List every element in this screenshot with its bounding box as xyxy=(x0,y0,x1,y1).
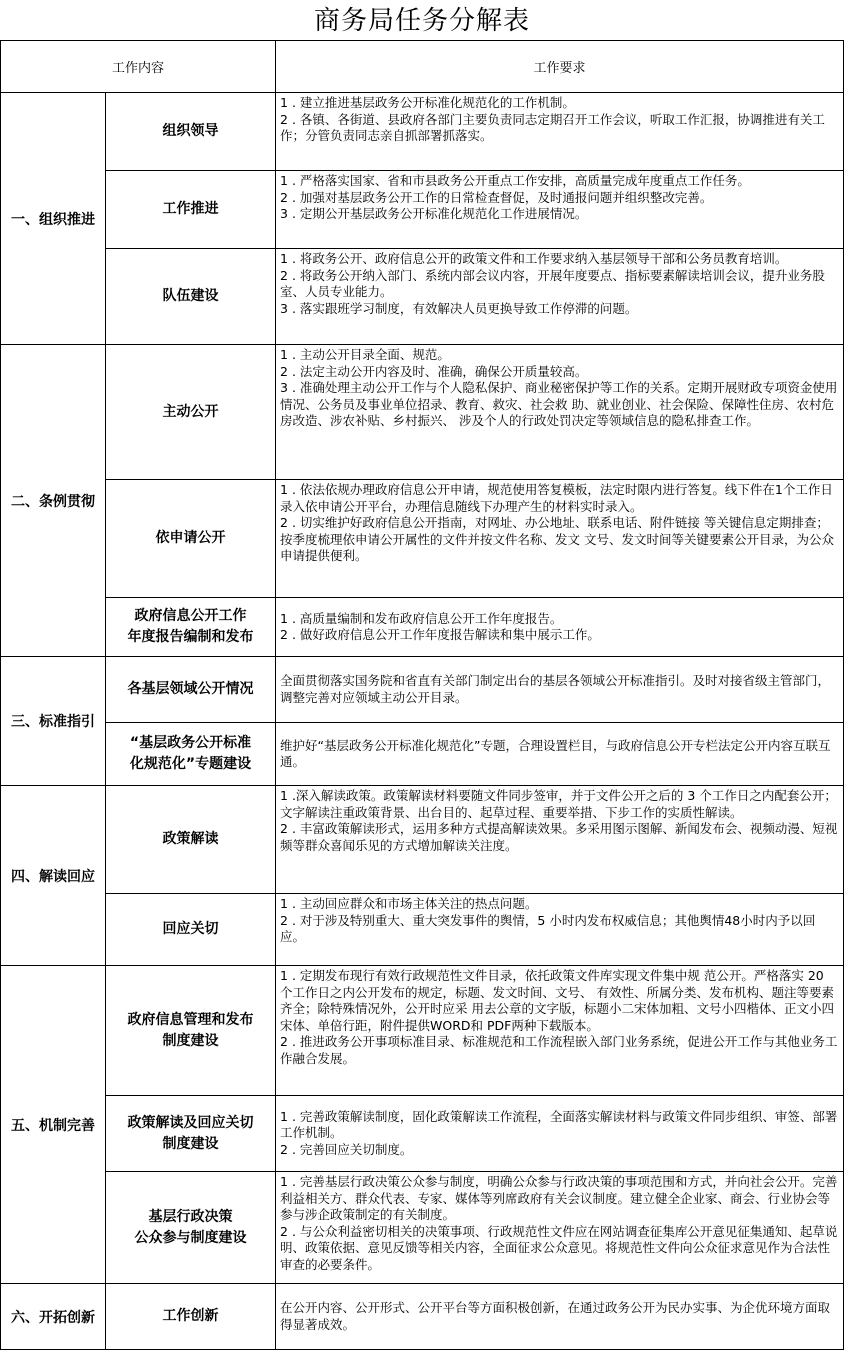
requirement-cell: 1 . 完善基层行政决策公众参与制度，明确公众参与行政决策的事项范围和方式，并向社会公开。完善利益相关方、群众代表、专家、媒体等列席政府有关会议制度。建立健全企业家、商会、行业协会等参与涉企政策制定的有关制度。 2 . 与公众利益密切相关的决策事项、行政规范性文件应在网站调查征集库公开意见征集通知、起草说明、政策依据、意见反馈等相关内容，全面征求公众意见。将规范性文件向公众征求意见作为合法性审查的必要条件。 xyxy=(276,1172,844,1284)
requirement-cell: 1 . 建立推进基层政务公开标准化规范化的工作机制。 2 . 各镇、各街道、县政府各部门主要负责同志定期召开工作会议，听取工作汇报，协调推进有关工作；分管负责同志亲自抓部署抓落实。 xyxy=(276,93,844,171)
task-table xyxy=(0,40,844,1350)
subcategory-cell: “基层政务公开标准 化规范化”专题建设 xyxy=(106,723,276,786)
requirement-cell: 1 . 主动公开目录全面、规范。 2 . 法定主动公开内容及时、准确，确保公开质量较高。 3 . 准确处理主动公开工作与个人隐私保护、商业秘密保护等工作的关系。定期开展财政专项资金使用情况、公务员及事业单位招录、教育、救灾、社会救 助、就业创业、社会保险、保障性住房、农村危房改造、涉农补贴、乡村振兴、 涉及个人的行政处罚决定等领域信息的隐私排查工作。 xyxy=(276,345,844,480)
subcategory-cell: 依申请公开 xyxy=(106,480,276,598)
header-content: 工作内容 xyxy=(1,41,276,93)
category-cell: 三、标准指引 xyxy=(1,657,106,786)
category-cell: 六、开拓创新 xyxy=(1,1284,106,1350)
subcategory-cell: 工作推进 xyxy=(106,171,276,249)
requirement-cell: 1 . 高质量编制和发布政府信息公开工作年度报告。 2 . 做好政府信息公开工作年度报告解读和集中展示工作。 xyxy=(276,598,844,657)
requirement-cell: 全面贯彻落实国务院和省直有关部门制定出台的基层各领域公开标准指引。及时对接省级主管部门，调整完善对应领域主动公开目录。 xyxy=(276,657,844,723)
category-cell: 五、机制完善 xyxy=(1,966,106,1284)
subcategory-cell: 政策解读 xyxy=(106,786,276,894)
requirement-cell: 维护好“基层政务公开标准化规范化”专题，合理设置栏目，与政府信息公开专栏法定公开内容互联互通。 xyxy=(276,723,844,786)
requirement-cell: 1 . 主动回应群众和市场主体关注的热点问题。 2 . 对于涉及特别重大、重大突发事件的舆情，5 小时内发布权威信息；其他舆情48小时内予以回应。 xyxy=(276,894,844,966)
subcategory-cell: 回应关切 xyxy=(106,894,276,966)
subcategory-cell: 政府信息管理和发布 制度建设 xyxy=(106,966,276,1096)
requirement-cell: 1 . 定期发布现行有效行政规范性文件目录，依托政策文件库实现文件集中规 范公开。严格落实 20 个工作日之内公开发布的规定，标题、发文时间、文号、 有效性、所属分类、发布机构、题注等要素齐全；除特殊情况外，公开时应采 用去公章的文字版，标题小二宋体加粗、文号小四楷体、正文小四宋体、单倍行距，附件提供WORD和 PDF两种下载版本。 2 . 推进政务公开事项标准目录、标准规范和工作流程嵌入部门业务系统，促进公开工作与其他业务工作融合发展。 xyxy=(276,966,844,1096)
subcategory-cell: 队伍建设 xyxy=(106,249,276,345)
requirement-cell: 1 . 完善政策解读制度，固化政策解读工作流程，全面落实解读材料与政策文件同步组织、审签、部署工作机制。 2 . 完善回应关切制度。 xyxy=(276,1096,844,1172)
requirement-cell: 1 . 严格落实国家、省和市县政务公开重点工作安排，高质量完成年度重点工作任务。 2 . 加强对基层政务公开工作的日常检查督促，及时通报问题并组织整改完善。 3 . 定期公开基层政务公开标准化规范化工作进展情况。 xyxy=(276,171,844,249)
requirement-cell: 1 . 将政务公开、政府信息公开的政策文件和工作要求纳入基层领导干部和公务员教育培训。 2 . 将政务公开纳入部门、系统内部会议内容，开展年度要点、指标要素解读培训会议，提升业务股室、人员专业能力。 3 . 落实跟班学习制度，有效解决人员更换导致工作停滞的问题。 xyxy=(276,249,844,345)
requirement-cell: 1 .深入解读政策。政策解读材料要随文件同步签审，并于文件公开之后的 3 个工作日之内配套公开；文字解读注重政策背景、出台目的、起草过程、重要举措、下步工作的实质性解读。 2 . 丰富政策解读形式，运用多种方式提高解读效果。多采用图示图解、新闻发布会、视频动漫、短视频等群众喜闻乐见的方式增加解读关注度。 xyxy=(276,786,844,894)
category-cell: 一、组织推进 xyxy=(1,93,106,345)
header-requirement: 工作要求 xyxy=(276,41,844,93)
subcategory-cell: 工作创新 xyxy=(106,1284,276,1350)
page-title: 商务局任务分解表 xyxy=(313,6,530,36)
category-cell: 四、解读回应 xyxy=(1,786,106,966)
subcategory-cell: 组织领导 xyxy=(106,93,276,171)
subcategory-cell: 政府信息公开工作 年度报告编制和发布 xyxy=(106,598,276,657)
requirement-cell: 在公开内容、公开形式、公开平台等方面积极创新，在通过政务公开为民办实事、为企优环境方面取得显著成效。 xyxy=(276,1284,844,1350)
subcategory-cell: 基层行政决策 公众参与制度建设 xyxy=(106,1172,276,1284)
subcategory-cell: 政策解读及回应关切 制度建设 xyxy=(106,1096,276,1172)
requirement-cell: 1 . 依法依规办理政府信息公开申请，规范使用答复模板，法定时限内进行答复。线下件在1个工作日录入依申请公开平台，办理信息随线下办理产生的材料实时录入。 2 . 切实维护好政府信息公开指南，对网址、办公地址、联系电话、附件链接 等关键信息定期排查；按季度梳理依申请公开属性的文件并按文件名称、发文 文号、发文时间等关键要素公开目录，为公众申请提供便利。 xyxy=(276,480,844,598)
category-cell: 二、条例贯彻 xyxy=(1,345,106,657)
subcategory-cell: 各基层领域公开情况 xyxy=(106,657,276,723)
subcategory-cell: 主动公开 xyxy=(106,345,276,480)
